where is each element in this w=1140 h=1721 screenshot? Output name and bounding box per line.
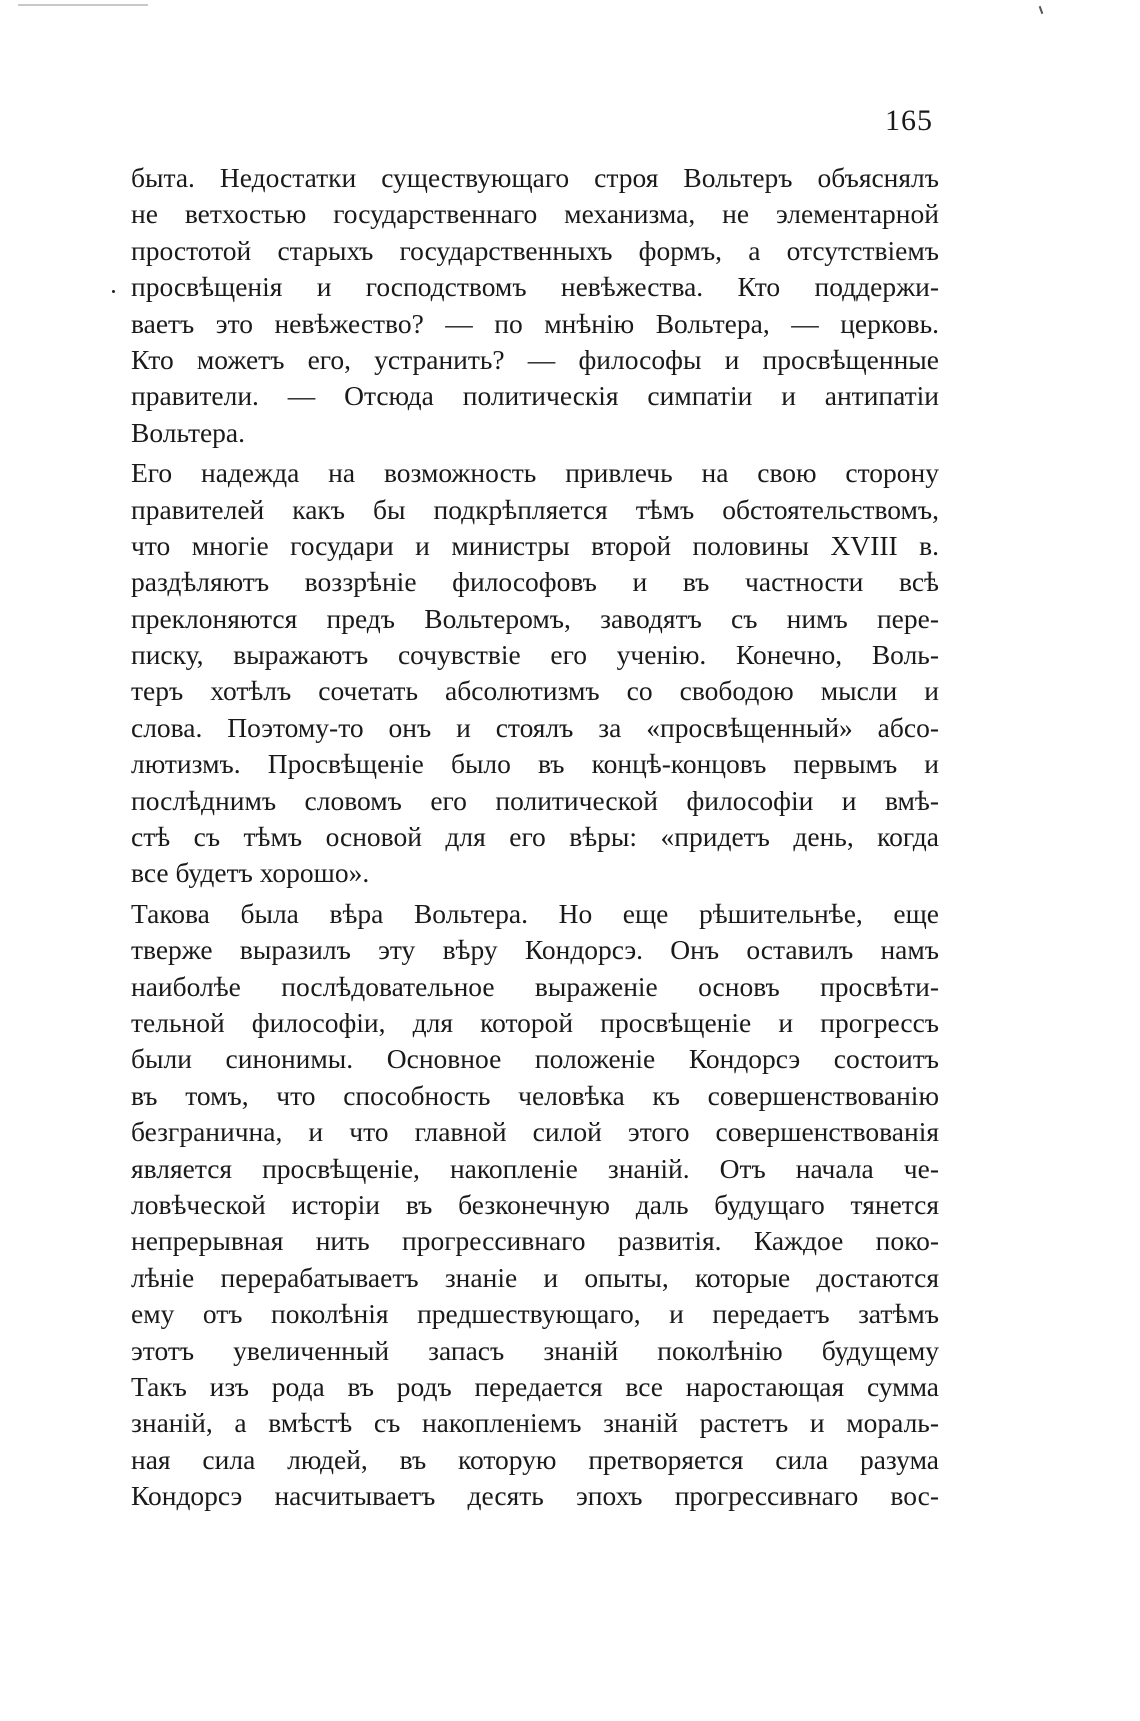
text-line: теръ хотѣлъ сочетать абсолютизмъ со свободою мысли и: [131, 675, 939, 707]
body-text: [131, 160, 939, 1518]
text-line: ловѣческой исторіи въ безконечную даль будущаго тянется: [131, 1188, 939, 1220]
text-line: тельной философіи, для которой просвѣщеніе и прогрессъ: [131, 1006, 939, 1038]
text-line: непрерывная нить прогрессивнаго развитія. Каждое поко-: [131, 1225, 939, 1257]
page-number: 165: [885, 104, 933, 137]
text-line: Кондорсэ насчитываетъ десять эпохъ прогрессивнаго вос-: [131, 1480, 939, 1512]
text-line: ная сила людей, въ которую претворяется сила разума: [131, 1443, 939, 1475]
text-line: въ томъ, что способность человѣка къ совершенствованію: [131, 1079, 939, 1111]
text-line: послѣднимъ словомъ его политической философіи и вмѣ-: [131, 784, 939, 816]
paragraph-3: [131, 896, 939, 1515]
scan-edge-mark: [18, 4, 148, 6]
text-line: преклоняются предъ Вольтеромъ, заводятъ съ нимъ пере-: [131, 602, 939, 634]
text-line: что многіе государи и министры второй половины XVIII в.: [131, 529, 939, 561]
text-line: лютизмъ. Просвѣщеніе было въ концѣ-концовъ первымъ и: [131, 748, 939, 780]
text-line: ваетъ это невѣжество? — по мнѣнію Вольтера, — церковь.: [131, 307, 939, 339]
text-line: Кто можетъ его, устранить? — философы и просвѣщенные: [131, 343, 939, 375]
text-line: писку, выражаютъ сочувствіе его ученію. Конечно, Воль-: [131, 639, 939, 671]
text-line: ему отъ поколѣнія предшествующаго, и передаетъ затѣмъ: [131, 1298, 939, 1330]
paragraph-1: [131, 160, 939, 451]
margin-dot: [112, 290, 115, 293]
scan-corner-tick: [1039, 6, 1044, 14]
text-line: лѣніе перерабатываетъ знаніе и опыты, которые достаются: [131, 1261, 939, 1293]
text-line: просвѣщенія и господствомъ невѣжества. Кто поддержи-: [131, 271, 939, 303]
text-line: Вольтера.: [131, 416, 246, 448]
text-line: знаній, а вмѣстѣ съ накопленіемъ знаній растетъ и мораль-: [131, 1407, 939, 1439]
text-line: слова. Поэтому-то онъ и стоялъ за «просвѣщенный» абсо-: [131, 711, 939, 743]
text-line: стѣ съ тѣмъ основой для его вѣры: «придетъ день, когда: [131, 821, 939, 853]
text-line: Такова была вѣра Вольтера. Но еще рѣшительнѣе, еще: [131, 897, 939, 929]
text-line: Такъ изъ рода въ родъ передается все наростающая сумма: [131, 1370, 939, 1402]
text-line: безгранична, и что главной силой этого совершенствованія: [131, 1116, 939, 1148]
text-line: Его надежда на возможность привлечь на свою сторону: [131, 457, 939, 489]
text-line: этотъ увеличенный запасъ знаній поколѣнію будущему: [131, 1334, 939, 1366]
text-line: не ветхостью государственнаго механизма, не элементарной: [131, 198, 939, 230]
paragraph-2: [131, 455, 939, 892]
text-line: раздѣляютъ воззрѣніе философовъ и въ частности всѣ: [131, 566, 939, 598]
text-line: правителей какъ бы подкрѣпляется тѣмъ обстоятельствомъ,: [131, 493, 939, 525]
text-line: быта. Недостатки существующаго строя Вольтеръ объяснялъ: [131, 162, 939, 193]
text-line: наиболѣе послѣдовательное выраженіе основъ просвѣти-: [131, 970, 939, 1002]
text-line: были синонимы. Основное положеніе Кондорсэ состоитъ: [131, 1043, 939, 1075]
text-line: является просвѣщеніе, накопленіе знаній. Отъ начала че-: [131, 1152, 939, 1184]
text-line: тверже выразилъ эту вѣру Кондорсэ. Онъ оставилъ намъ: [131, 934, 939, 966]
text-line: правители. — Отсюда политическія симпатіи и антипатіи: [131, 380, 939, 412]
text-line: все будетъ хорошо».: [131, 857, 370, 889]
text-line: простотой старыхъ государственныхъ формъ, а отсутствіемъ: [131, 234, 939, 266]
